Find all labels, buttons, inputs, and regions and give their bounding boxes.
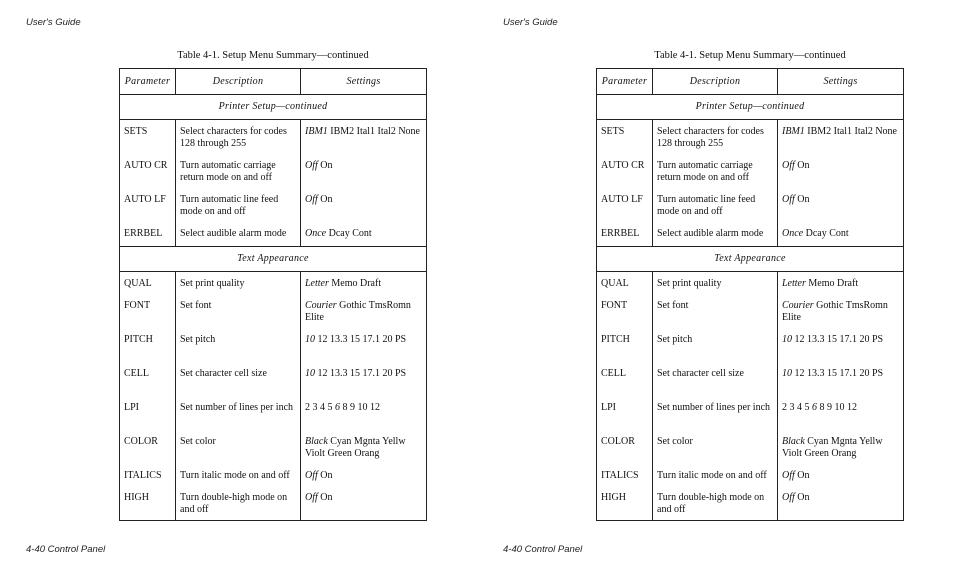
table-row (120, 330, 427, 364)
parameter-cell: LPI (120, 398, 176, 432)
parameter-cell: QUAL (120, 272, 176, 297)
description-cell: Turn italic mode on and off (653, 466, 778, 488)
other-settings: Gothic TmsRomn Elite (782, 300, 888, 323)
table-row (597, 190, 904, 224)
other-settings: Memo Draft (805, 278, 859, 289)
column-header-description: Description (176, 69, 301, 95)
settings-cell (778, 190, 904, 224)
parameter-cell: CELL (597, 364, 653, 398)
section-row (597, 247, 904, 272)
section-row (597, 95, 904, 120)
settings-cell (778, 272, 904, 297)
default-setting: IBM1 (305, 126, 328, 137)
settings-cell (778, 466, 904, 488)
other-settings: IBM2 Ital1 Ital2 None (804, 126, 897, 137)
description-cell: Turn automatic line feed mode on and off (653, 190, 778, 224)
settings-cell (778, 488, 904, 521)
description-cell: Set color (176, 432, 301, 466)
running-header: User's Guide (503, 17, 558, 28)
default-setting: 6 (812, 402, 817, 413)
other-settings: On (317, 194, 333, 205)
column-header-settings: Settings (778, 69, 904, 95)
table-row (597, 296, 904, 330)
description-cell: Set number of lines per inch (653, 398, 778, 432)
other-settings: 12 13.3 15 17.1 20 PS (315, 334, 407, 345)
column-header-description: Description (653, 69, 778, 95)
table-row (120, 466, 427, 488)
default-setting: Off (305, 194, 318, 205)
default-setting: 10 (305, 334, 315, 345)
setup-menu-table (119, 68, 427, 521)
parameter-cell: ITALICS (597, 466, 653, 488)
table-caption: Table 4-1. Setup Menu Summary—continued (177, 50, 369, 61)
default-setting: Off (782, 492, 795, 503)
default-setting: Off (305, 160, 318, 171)
parameter-cell: ITALICS (120, 466, 176, 488)
settings-cell (778, 432, 904, 466)
description-cell: Turn automatic carriage return mode on and off (176, 156, 301, 190)
default-setting: Black (782, 436, 805, 447)
default-setting: Off (782, 160, 795, 171)
other-settings: On (317, 470, 333, 481)
table-row (597, 272, 904, 297)
other-settings: On (317, 160, 333, 171)
description-cell: Select characters for codes 128 through 255 (653, 120, 778, 157)
settings-cell (301, 330, 427, 364)
parameter-cell: HIGH (597, 488, 653, 521)
table-row (597, 488, 904, 521)
parameter-cell: CELL (120, 364, 176, 398)
table-row (120, 120, 427, 157)
leading-settings: 2 3 4 5 (782, 402, 812, 413)
other-settings: Gothic TmsRomn Elite (305, 300, 411, 323)
description-cell: Set font (653, 296, 778, 330)
default-setting: Courier (782, 300, 814, 311)
section-row (120, 95, 427, 120)
settings-cell (301, 466, 427, 488)
other-settings: On (317, 492, 333, 503)
description-cell: Set color (653, 432, 778, 466)
table-row (120, 432, 427, 466)
description-cell: Select characters for codes 128 through 255 (176, 120, 301, 157)
other-settings: Dcay Cont (803, 228, 849, 239)
settings-cell (778, 120, 904, 157)
settings-cell (301, 364, 427, 398)
description-cell: Turn italic mode on and off (176, 466, 301, 488)
default-setting: 10 (305, 368, 315, 379)
default-setting: Off (305, 470, 318, 481)
description-cell: Select audible alarm mode (653, 224, 778, 247)
other-settings: On (794, 160, 810, 171)
default-setting: Black (305, 436, 328, 447)
table-row (597, 120, 904, 157)
table-header-row (597, 69, 904, 95)
table-row (120, 364, 427, 398)
table-row (120, 488, 427, 521)
settings-cell (301, 296, 427, 330)
default-setting: Courier (305, 300, 337, 311)
parameter-cell: SETS (120, 120, 176, 157)
parameter-cell: ERRBEL (597, 224, 653, 247)
table-row (120, 224, 427, 247)
column-header-settings: Settings (301, 69, 427, 95)
other-settings: Memo Draft (328, 278, 382, 289)
parameter-cell: AUTO LF (120, 190, 176, 224)
section-title: Text Appearance (120, 247, 427, 272)
table-row (597, 466, 904, 488)
default-setting: Letter (305, 278, 329, 289)
setup-menu-table (596, 68, 904, 521)
settings-cell (778, 330, 904, 364)
parameter-cell: PITCH (120, 330, 176, 364)
table-row (597, 398, 904, 432)
other-settings: Cyan Mgnta Yellw Violt Green Orang (305, 436, 406, 459)
section-title: Printer Setup—continued (120, 95, 427, 120)
other-settings: IBM2 Ital1 Ital2 None (327, 126, 420, 137)
other-settings: 12 13.3 15 17.1 20 PS (315, 368, 407, 379)
section-row (120, 247, 427, 272)
settings-cell (301, 488, 427, 521)
default-setting: Off (305, 492, 318, 503)
description-cell: Set character cell size (176, 364, 301, 398)
settings-cell (778, 156, 904, 190)
parameter-cell: HIGH (120, 488, 176, 521)
settings-cell (301, 156, 427, 190)
table-row (120, 156, 427, 190)
settings-cell (301, 432, 427, 466)
table-row (597, 224, 904, 247)
settings-cell (301, 190, 427, 224)
right-page (477, 0, 954, 580)
default-setting: Letter (782, 278, 806, 289)
running-header: User's Guide (26, 17, 81, 28)
running-footer: 4-40 Control Panel (26, 544, 106, 555)
running-footer: 4-40 Control Panel (503, 544, 583, 555)
default-setting: Off (782, 470, 795, 481)
settings-cell (778, 398, 904, 432)
other-settings: On (794, 470, 810, 481)
settings-cell (778, 224, 904, 247)
default-setting: Once (782, 228, 804, 239)
settings-cell (778, 296, 904, 330)
section-title: Printer Setup—continued (597, 95, 904, 120)
other-settings: 8 9 10 12 (817, 402, 857, 413)
other-settings: On (794, 492, 810, 503)
parameter-cell: SETS (597, 120, 653, 157)
parameter-cell: AUTO CR (120, 156, 176, 190)
table-row (120, 190, 427, 224)
other-settings: Dcay Cont (326, 228, 372, 239)
description-cell: Turn double-high mode on and off (176, 488, 301, 521)
description-cell: Select audible alarm mode (176, 224, 301, 247)
description-cell: Turn double-high mode on and off (653, 488, 778, 521)
other-settings: 8 9 10 12 (340, 402, 380, 413)
settings-cell (301, 224, 427, 247)
column-header-parameter: Parameter (597, 69, 653, 95)
parameter-cell: QUAL (597, 272, 653, 297)
parameter-cell: AUTO LF (597, 190, 653, 224)
table-caption: Table 4-1. Setup Menu Summary—continued (654, 50, 846, 61)
description-cell: Set number of lines per inch (176, 398, 301, 432)
table-row (120, 272, 427, 297)
parameter-cell: COLOR (597, 432, 653, 466)
parameter-cell: COLOR (120, 432, 176, 466)
parameter-cell: PITCH (597, 330, 653, 364)
description-cell: Set character cell size (653, 364, 778, 398)
table-row (597, 330, 904, 364)
other-settings: On (794, 194, 810, 205)
parameter-cell: FONT (120, 296, 176, 330)
default-setting: 10 (782, 368, 792, 379)
column-header-parameter: Parameter (120, 69, 176, 95)
description-cell: Set pitch (176, 330, 301, 364)
table-row (120, 398, 427, 432)
table-row (120, 296, 427, 330)
description-cell: Set pitch (653, 330, 778, 364)
leading-settings: 2 3 4 5 (305, 402, 335, 413)
description-cell: Set print quality (176, 272, 301, 297)
settings-cell (778, 364, 904, 398)
parameter-cell: ERRBEL (120, 224, 176, 247)
settings-cell (301, 398, 427, 432)
settings-cell (301, 120, 427, 157)
section-title: Text Appearance (597, 247, 904, 272)
other-settings: 12 13.3 15 17.1 20 PS (792, 368, 884, 379)
table-row (597, 364, 904, 398)
parameter-cell: LPI (597, 398, 653, 432)
default-setting: Off (782, 194, 795, 205)
default-setting: Once (305, 228, 327, 239)
description-cell: Turn automatic carriage return mode on and off (653, 156, 778, 190)
table-header-row (120, 69, 427, 95)
description-cell: Turn automatic line feed mode on and off (176, 190, 301, 224)
description-cell: Set font (176, 296, 301, 330)
settings-cell (301, 272, 427, 297)
other-settings: 12 13.3 15 17.1 20 PS (792, 334, 884, 345)
parameter-cell: AUTO CR (597, 156, 653, 190)
other-settings: Cyan Mgnta Yellw Violt Green Orang (782, 436, 883, 459)
table-row (597, 432, 904, 466)
parameter-cell: FONT (597, 296, 653, 330)
default-setting: 10 (782, 334, 792, 345)
default-setting: IBM1 (782, 126, 805, 137)
description-cell: Set print quality (653, 272, 778, 297)
table-row (597, 156, 904, 190)
default-setting: 6 (335, 402, 340, 413)
